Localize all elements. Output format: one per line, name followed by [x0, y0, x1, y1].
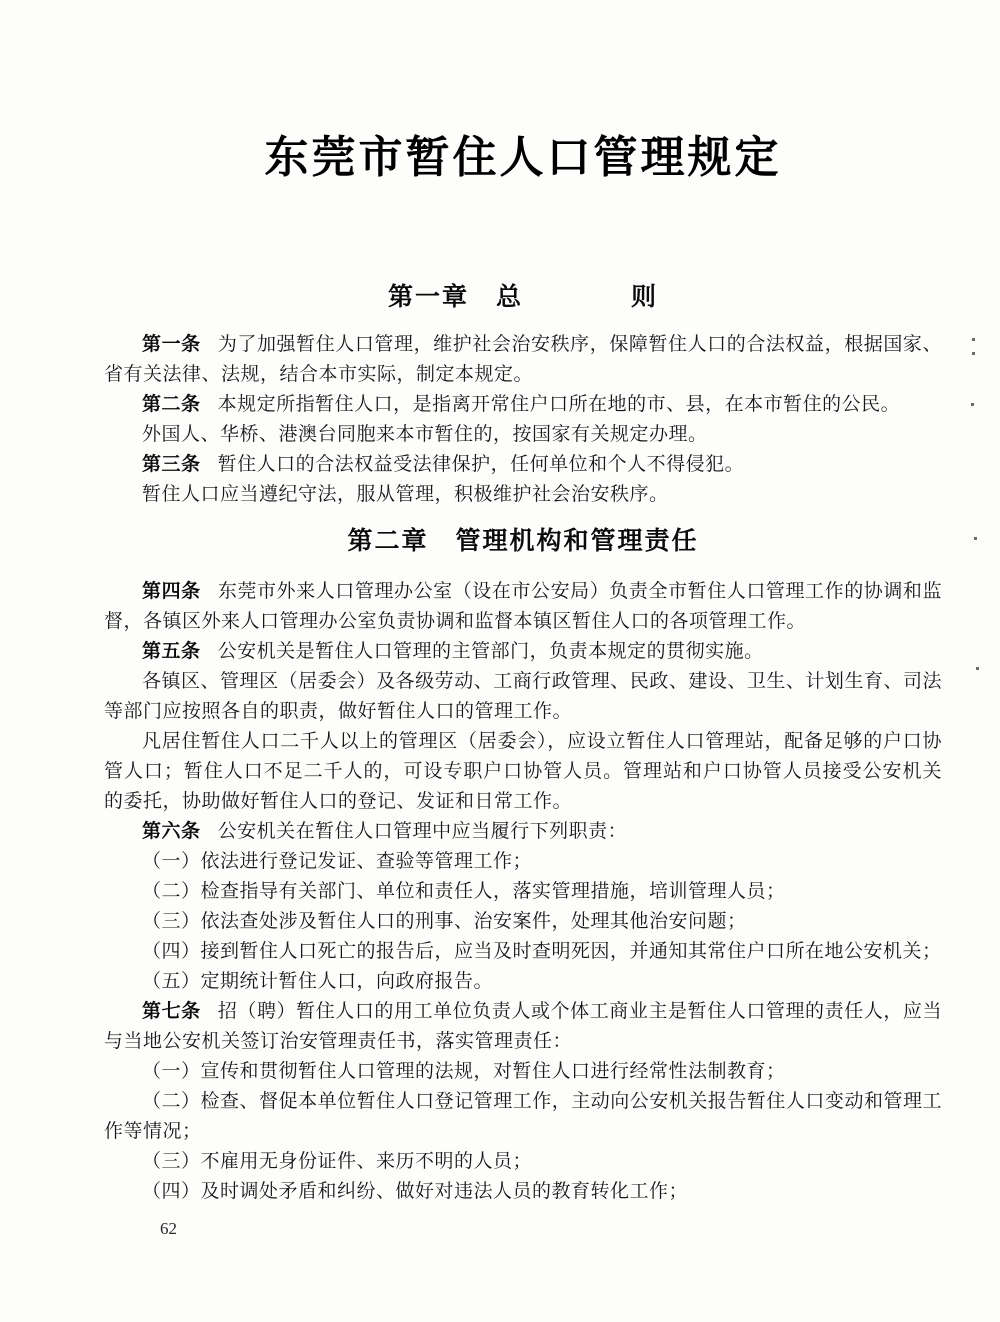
- article-7-text: 招（聘）暂住人口的用工单位负责人或个体工商业主是暂住人口管理的责任人，应当与当地公安机关签订治安管理责任书，落实管理责任：: [104, 1001, 942, 1052]
- article-6-item-1-text: （一）依法进行登记发证、查验等管理工作；: [142, 851, 533, 872]
- article-7-item-3-text: （三）不雇用无身份证件、来历不明的人员；: [142, 1151, 533, 1172]
- article-1-paragraph: [104, 330, 942, 390]
- article-7-item-2: [104, 1087, 942, 1147]
- article-6-number: 第六条: [142, 821, 201, 842]
- article-6-item-4-text: （四）接到暂住人口死亡的报告后，应当及时查明死因，并通知其常住户口所在地公安机关；: [142, 941, 942, 962]
- article-7-item-1-text: （一）宣传和贯彻暂住人口管理的法规，对暂住人口进行经常性法制教育；: [142, 1061, 786, 1082]
- chapter-1-body: [104, 330, 942, 510]
- scan-speck-1: [972, 338, 975, 341]
- article-5-text: 公安机关是暂住人口管理的主管部门，负责本规定的贯彻实施。: [217, 641, 764, 662]
- article-1-text: 为了加强暂住人口管理，维护社会治安秩序，保障暂住人口的合法权益，根据国家、省有关法律、法规，结合本市实际，制定本规定。: [104, 334, 942, 385]
- article-7-item-2-text: （二）检查、督促本单位暂住人口登记管理工作，主动向公安机关报告暂住人口变动和管理工作等情况；: [104, 1091, 942, 1142]
- article-7-item-4-text: （四）及时调处矛盾和纠纷、做好对违法人员的教育转化工作；: [142, 1181, 689, 1202]
- chapter-2-heading: 第二章 管理机构和管理责任: [347, 527, 699, 555]
- article-1-number: 第一条: [142, 334, 201, 355]
- article-2-subparagraph: [104, 420, 942, 450]
- article-6-item-4: [104, 937, 942, 967]
- article-6-paragraph: [104, 817, 942, 847]
- article-4-paragraph: [104, 577, 942, 637]
- article-4-number: 第四条: [142, 581, 201, 602]
- article-7-item-3: [104, 1147, 942, 1177]
- article-6-item-2-text: （二）检查指导有关部门、单位和责任人，落实管理措施，培训管理人员；: [142, 881, 786, 902]
- article-2-subtext: 外国人、华桥、港澳台同胞来本市暂住的，按国家有关规定办理。: [142, 424, 708, 445]
- article-6-text: 公安机关在暂住人口管理中应当履行下列职责：: [217, 821, 628, 842]
- scan-speck-3: [971, 403, 974, 406]
- article-5-subtext-1: 各镇区、管理区（居委会）及各级劳动、工商行政管理、民政、建设、卫生、计划生育、司法等部门应按照各自的职责，做好暂住人口的管理工作。: [104, 671, 942, 722]
- article-6-item-5: [104, 967, 942, 997]
- article-5-paragraph: [104, 637, 942, 667]
- page-number: 62: [160, 1219, 177, 1238]
- chapter-2-body: [104, 577, 942, 1207]
- article-7-item-4: [104, 1177, 942, 1207]
- article-7-number: 第七条: [142, 1001, 201, 1022]
- article-6-item-3-text: （三）依法查处涉及暂住人口的刑事、治安案件，处理其他治安问题；: [142, 911, 747, 932]
- article-5-subtext-2: 凡居住暂住人口二千人以上的管理区（居委会），应设立暂住人口管理站，配备足够的户口协管人口；暂住人口不足二千人的，可设专职户口协管人员。管理站和户口协管人员接受公安机关的委托，协助做好暂住人口的登记、发证和日常工作。: [104, 731, 942, 812]
- article-5-subparagraph-2: [104, 727, 942, 817]
- article-6-item-2: [104, 877, 942, 907]
- article-3-paragraph: [104, 450, 942, 480]
- article-4-text: 东莞市外来人口管理办公室（设在市公安局）负责全市暂住人口管理工作的协调和监督，各镇区外来人口管理办公室负责协调和监督本镇区暂住人口的各项管理工作。: [104, 581, 942, 632]
- scan-speck-5: [976, 667, 979, 670]
- article-7-paragraph: [104, 997, 942, 1057]
- document-title: 东莞市暂住人口管理规定: [264, 133, 782, 182]
- article-3-subparagraph: [104, 480, 942, 510]
- chapter-1-heading: 第一章 总 则: [387, 283, 658, 311]
- article-5-subparagraph-1: [104, 667, 942, 727]
- article-3-subtext: 暂住人口应当遵纪守法，服从管理，积极维护社会治安秩序。: [142, 484, 669, 505]
- scan-speck-2: [972, 352, 975, 355]
- article-6-item-3: [104, 907, 942, 937]
- article-2-number: 第二条: [142, 394, 201, 415]
- article-3-text: 暂住人口的合法权益受法律保护，任何单位和个人不得侵犯。: [217, 454, 745, 475]
- article-7-item-1: [104, 1057, 942, 1087]
- article-2-paragraph: [104, 390, 942, 420]
- article-6-item-1: [104, 847, 942, 877]
- article-6-item-5-text: （五）定期统计暂住人口，向政府报告。: [142, 971, 494, 992]
- article-2-text: 本规定所指暂住人口，是指离开常住户口所在地的市、县，在本市暂住的公民。: [217, 394, 901, 415]
- article-3-number: 第三条: [142, 454, 201, 475]
- scan-speck-4: [974, 537, 977, 540]
- article-5-number: 第五条: [142, 641, 201, 662]
